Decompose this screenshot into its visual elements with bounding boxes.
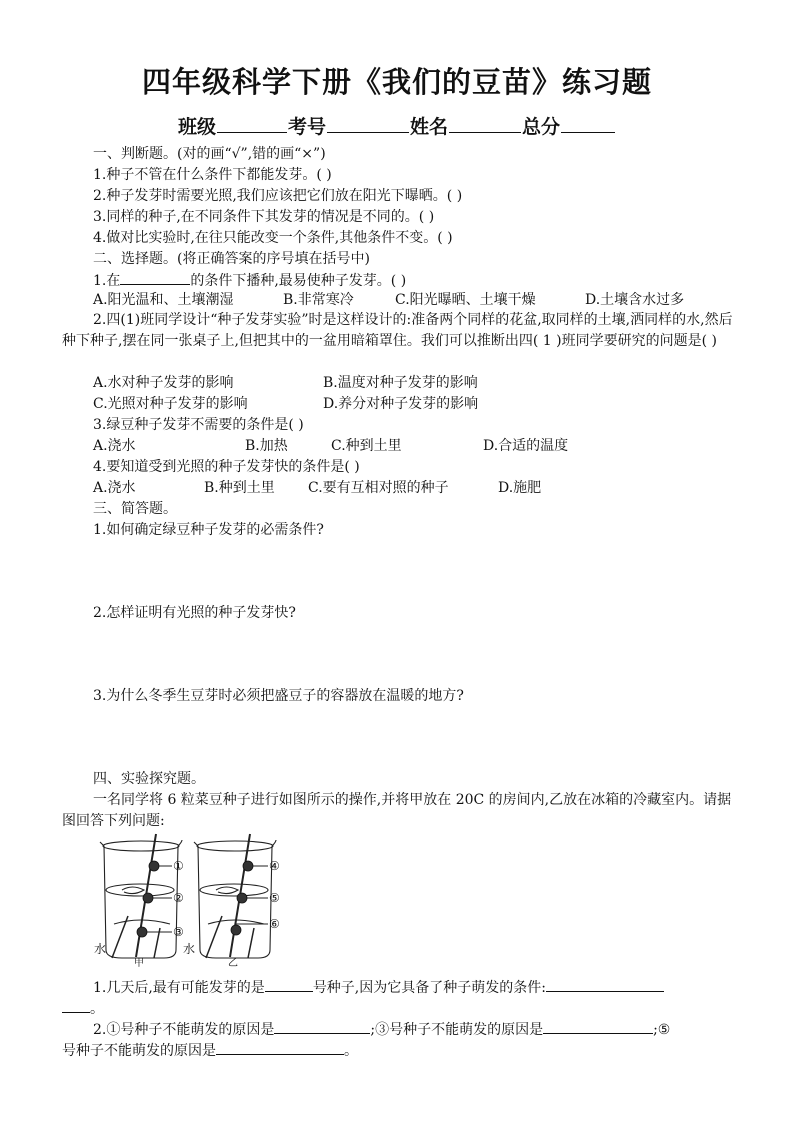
q4-option-a: A.浇水 <box>93 480 136 496</box>
q1-option-d: D.土壤含水过多 <box>585 292 685 308</box>
q1-condition-blank[interactable] <box>546 977 664 992</box>
student-info-row <box>0 112 794 139</box>
q4-option-b: B.种到土里 <box>204 480 275 496</box>
q3-option-d: D.合适的温度 <box>483 438 569 454</box>
marker-5: ⑤ <box>269 891 280 905</box>
q1-fill-blank[interactable] <box>120 270 190 285</box>
seed-3-icon <box>137 927 147 937</box>
exam-no-label: 考号 <box>287 116 326 138</box>
q2-option-d: D.养分对种子发芽的影响 <box>323 396 479 412</box>
section3-q1: 1.如何确定绿豆种子发芽的必需条件? <box>93 522 324 538</box>
q1-part-c: 。 <box>90 1001 104 1017</box>
marker-4: ④ <box>269 859 280 873</box>
seed-2-icon <box>143 893 153 903</box>
q1-seed-blank[interactable] <box>265 977 313 992</box>
exam-no-blank[interactable] <box>327 114 409 133</box>
section1-item-2: 2.种子发芽时需要光照,我们应该把它们放在阳光下曝晒。( ) <box>93 188 463 204</box>
water-label-left: 水 <box>94 942 107 956</box>
name-blank[interactable] <box>449 114 521 133</box>
q1-part-a: 1.几天后,最有可能发芽的是 <box>93 980 265 996</box>
section3-q3: 3.为什么冬季生豆芽时必须把盛豆子的容器放在温暖的地方? <box>93 688 464 704</box>
marker-6: ⑥ <box>269 917 280 931</box>
section2-q4: 4.要知道受到光照的种子发芽快的条件是( ) <box>93 459 360 475</box>
section4-heading: 四、实验探究题。 <box>93 771 205 787</box>
jar-right <box>194 834 276 958</box>
marker-3: ③ <box>173 925 184 939</box>
q1-option-c: C.阳光曝晒、土壤干燥 <box>395 292 536 308</box>
q2-part-c: ;⑤ <box>653 1022 671 1038</box>
class-label: 班级 <box>177 116 216 138</box>
q2-seed1-blank[interactable] <box>274 1019 370 1034</box>
q2-option-b: B.温度对种子发芽的影响 <box>323 375 478 391</box>
q4-option-d: D.施肥 <box>498 480 542 496</box>
seed-1-icon <box>149 861 159 871</box>
section1-heading: 一、判断题。(对的画“√”,错的画“×”) <box>93 146 326 162</box>
jar-label-jia: 甲 <box>134 958 144 967</box>
q1-condition-blank-cont[interactable] <box>62 998 90 1013</box>
seed-6-icon <box>231 925 241 935</box>
q2-option-a: A.水对种子发芽的影响 <box>93 375 234 391</box>
jar-left <box>100 834 182 958</box>
q2-seed3-blank[interactable] <box>543 1019 653 1034</box>
section4-q2-line1 <box>93 1019 670 1040</box>
marker-1: ① <box>173 859 184 873</box>
q3-option-c: C.种到土里 <box>331 438 402 454</box>
q3-option-b: B.加热 <box>245 438 288 454</box>
section3-heading: 三、简答题。 <box>93 501 177 517</box>
q2-option-c: C.光照对种子发芽的影响 <box>93 396 248 412</box>
section4-q1-line1 <box>93 977 664 998</box>
q2-seed5-blank[interactable] <box>216 1040 344 1055</box>
section2-q3: 3.绿豆种子发芽不需要的条件是( ) <box>93 417 304 433</box>
jar-label-yi: 乙 <box>228 958 238 967</box>
name-label: 姓名 <box>410 116 449 138</box>
page-title: 四年级科学下册《我们的豆苗》练习题 <box>141 65 652 99</box>
q1-prefix: 1.在 <box>93 273 121 289</box>
q3-option-a: A.浇水 <box>93 438 136 454</box>
section2-q1 <box>93 270 406 291</box>
water-label-right: 水 <box>183 942 196 956</box>
section3-q2: 2.怎样证明有光照的种子发芽快? <box>93 605 296 621</box>
q1-option-a: A.阳光温和、土壤潮湿 <box>93 292 234 308</box>
q2-part-a: 2.①号种子不能萌发的原因是 <box>93 1022 275 1038</box>
q1-suffix: 的条件下播种,最易使种子发芽。( ) <box>190 273 407 289</box>
section4-q2-line2 <box>62 1040 358 1061</box>
score-blank[interactable] <box>561 114 615 133</box>
bean-experiment-figure <box>94 832 294 967</box>
q1-option-b: B.非常寒冷 <box>283 292 354 308</box>
section4-intro: 一名同学将 6 粒菜豆种子进行如图所示的操作,并将甲放在 20C 的房间内,乙放在冰箱的冷藏室内。请据图回答下列问题: <box>62 792 732 829</box>
q2-part-d: 号种子不能萌发的原因是 <box>62 1043 216 1059</box>
section1-item-1: 1.种子不管在什么条件下都能发芽。( ) <box>93 167 332 183</box>
class-blank[interactable] <box>217 114 287 133</box>
q1-part-b: 号种子,因为它具备了种子萌发的条件: <box>312 980 546 996</box>
section4-q1-line2 <box>62 998 104 1019</box>
section1-item-4: 4.做对比实验时,在往只能改变一个条件,其他条件不变。( ) <box>93 230 453 246</box>
seed-4-icon <box>243 861 253 871</box>
section2-q2-text: 2.四(1)班同学设计“种子发芽实验”时是这样设计的:准备两个同样的花盆,取同样的土壤,洒同样的水,然后种下种子,摆在同一张桌子上,但把其中的一盆用暗箱罩住。我们可以推断出四( 1 )班同学要研究的问题是( ) <box>62 312 733 349</box>
q2-part-b: ;③号种子不能萌发的原因是 <box>370 1022 544 1038</box>
seed-5-icon <box>237 893 247 903</box>
marker-2: ② <box>173 891 184 905</box>
q4-option-c: C.要有互相对照的种子 <box>308 480 449 496</box>
section2-heading: 二、选择题。(将正确答案的序号填在括号中) <box>93 251 370 267</box>
score-label: 总分 <box>522 116 561 138</box>
q2-part-e: 。 <box>344 1043 358 1059</box>
section1-item-3: 3.同样的种子,在不同条件下其发芽的情况是不同的。( ) <box>93 209 435 225</box>
